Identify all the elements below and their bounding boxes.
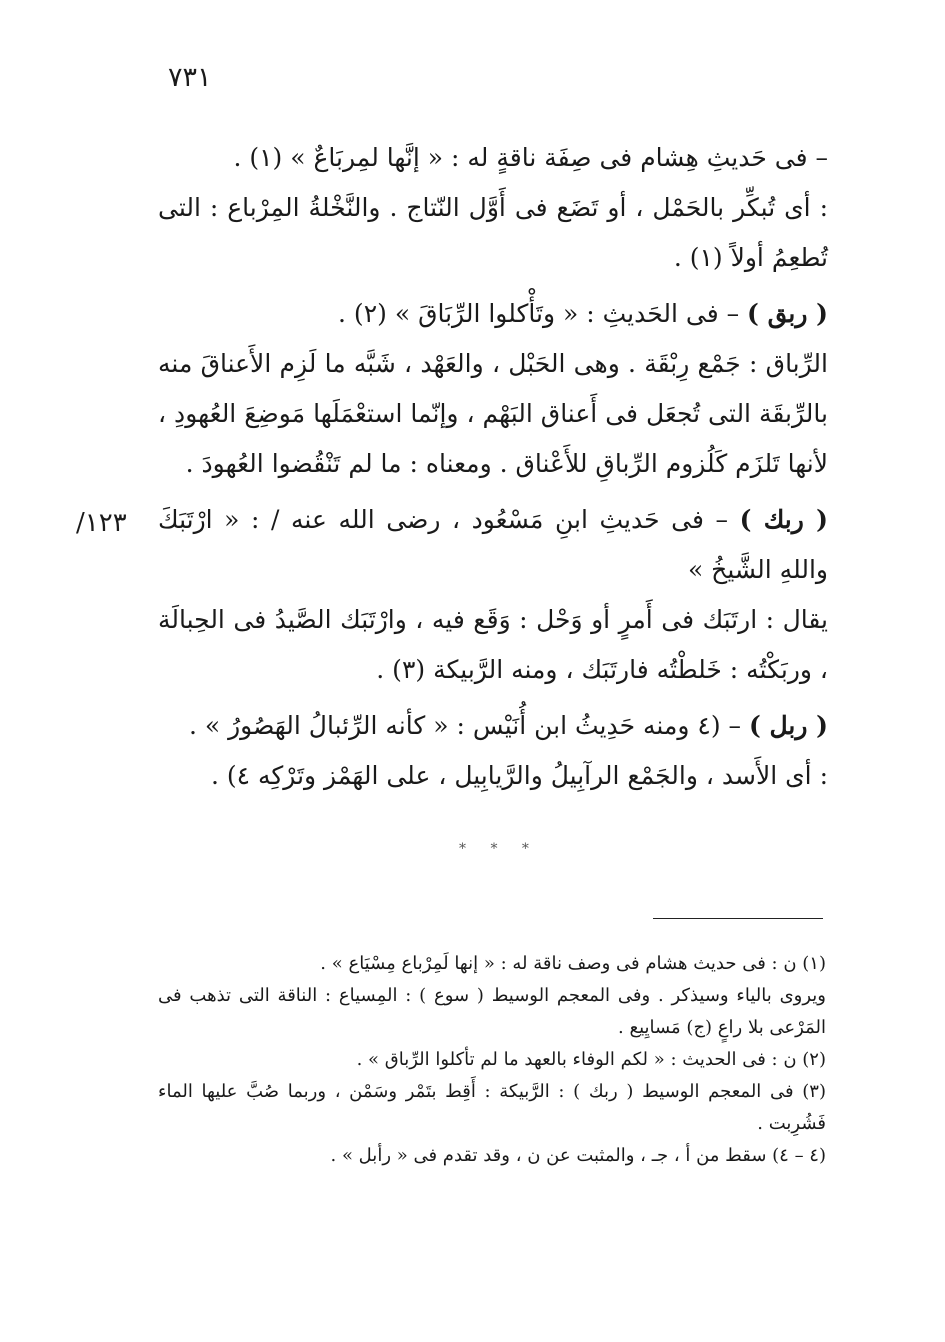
- footnote-divider: [653, 918, 823, 919]
- entry-rabl-text: – (٤ ومنه حَدِيثُ ابن أُنَيْس : « كأنه الرِّئبالُ الهَصُورُ » .: [188, 711, 749, 740]
- paragraph-ribaq-explanation: الرِّباق : جَمْع رِبْقَة . وهى الحَبْل ، والعَهْد ، شَبَّه ما لَزِم الأَعناقَ منه بالرِّبقَة التى تُجعَل فى أَعناق البَهْم ، وإنّما استعْمَلَها مَوضِعَ العُهودِ ، لأنها تَلزَم كَلُزوم الرِّباقِ للأَعْناق . ومعناه : ما لم تَنْقُضوا العُهودَ .: [158, 349, 828, 478]
- footnote-1: (١) ن : فى حديث هشام فى وصف ناقة له : « إنها لَمِرْباع مِسْيَاع » .: [320, 953, 826, 974]
- entry-rabq-text: – فى الحَديثِ : « وتَأْكلوا الرِّبَاقَ » (٢) .: [338, 299, 748, 328]
- margin-folio-note: ١٢٣/: [76, 508, 127, 538]
- entry-rabk-keyword: ( ربك ): [739, 505, 828, 534]
- main-text: [158, 133, 828, 801]
- entry-rabq-keyword: ( ربق ): [747, 299, 828, 328]
- footnotes: [158, 948, 826, 1172]
- paragraph-hisham-hadith: – فى حَديثِ هِشام فى صِفَة ناقةٍ له : « إنَّها لمِربَاعٌ » (١) .: [233, 143, 828, 172]
- entry-rabl: [158, 701, 828, 751]
- entry-rabk: [158, 495, 828, 595]
- entry-rabk-text: – فى حَديثِ ابنِ مَسْعُود ، رضى الله عنه / : « ارْتَبَكَ واللهِ الشَّيخُ »: [158, 505, 828, 584]
- entry-rabq: [158, 289, 828, 339]
- paragraph-ribal-explanation: : أى الأَسد ، والجَمْع الرآبِيلُ والرَّيابِيل ، على الهَمْز وتَرْكِه ٤) .: [210, 761, 828, 790]
- footnote-2: (٢) ن : فى الحديث : « لكم الوفاء بالعهد ما لم تأكلوا الرِّباق » .: [356, 1049, 826, 1070]
- page-number: ٧٣١: [168, 62, 212, 93]
- section-separator: * * *: [459, 841, 539, 857]
- footnote-3: (٣) فى المعجم الوسيط ( ربك ) : الرَّبيكة : أَقِط بتَمْر وسَمْن ، وربما صُبَّ عليها الماء فَشُرِبت .: [158, 1081, 826, 1134]
- footnote-4: (٤ – ٤) سقط من أ ، جـ ، والمثبت عن ن ، وقد تقدم فى « رأبل » .: [330, 1145, 826, 1166]
- footnote-1-continued: ويروى بالياء وسيذكر . وفى المعجم الوسيط ( سوع ) : المِسياع : الناقة التى تذهب فى المَرْعى بلا راعٍ (ج) مَسايِيع .: [158, 985, 826, 1038]
- entry-rabl-keyword: ( ربل ): [748, 711, 828, 740]
- paragraph-irtabak-explanation: يقال : ارتَبَك فى أَمرٍ أو وَحْل : وَقَع فيه ، وارْتَبَك الصَّيدُ فى الحِبالَة ، وربَكْتُه : خَلطْتُه فارتَبَك ، ومنه الرَّبيكة (٣) .: [158, 605, 828, 684]
- paragraph-mirba-explanation: : أى تُبكِّر بالحَمْل ، أو تَضَع فى أَوَّل النّتاج . والنَّخْلةُ المِرْباع : التى تُطعِمُ أولاً (١) .: [158, 193, 828, 272]
